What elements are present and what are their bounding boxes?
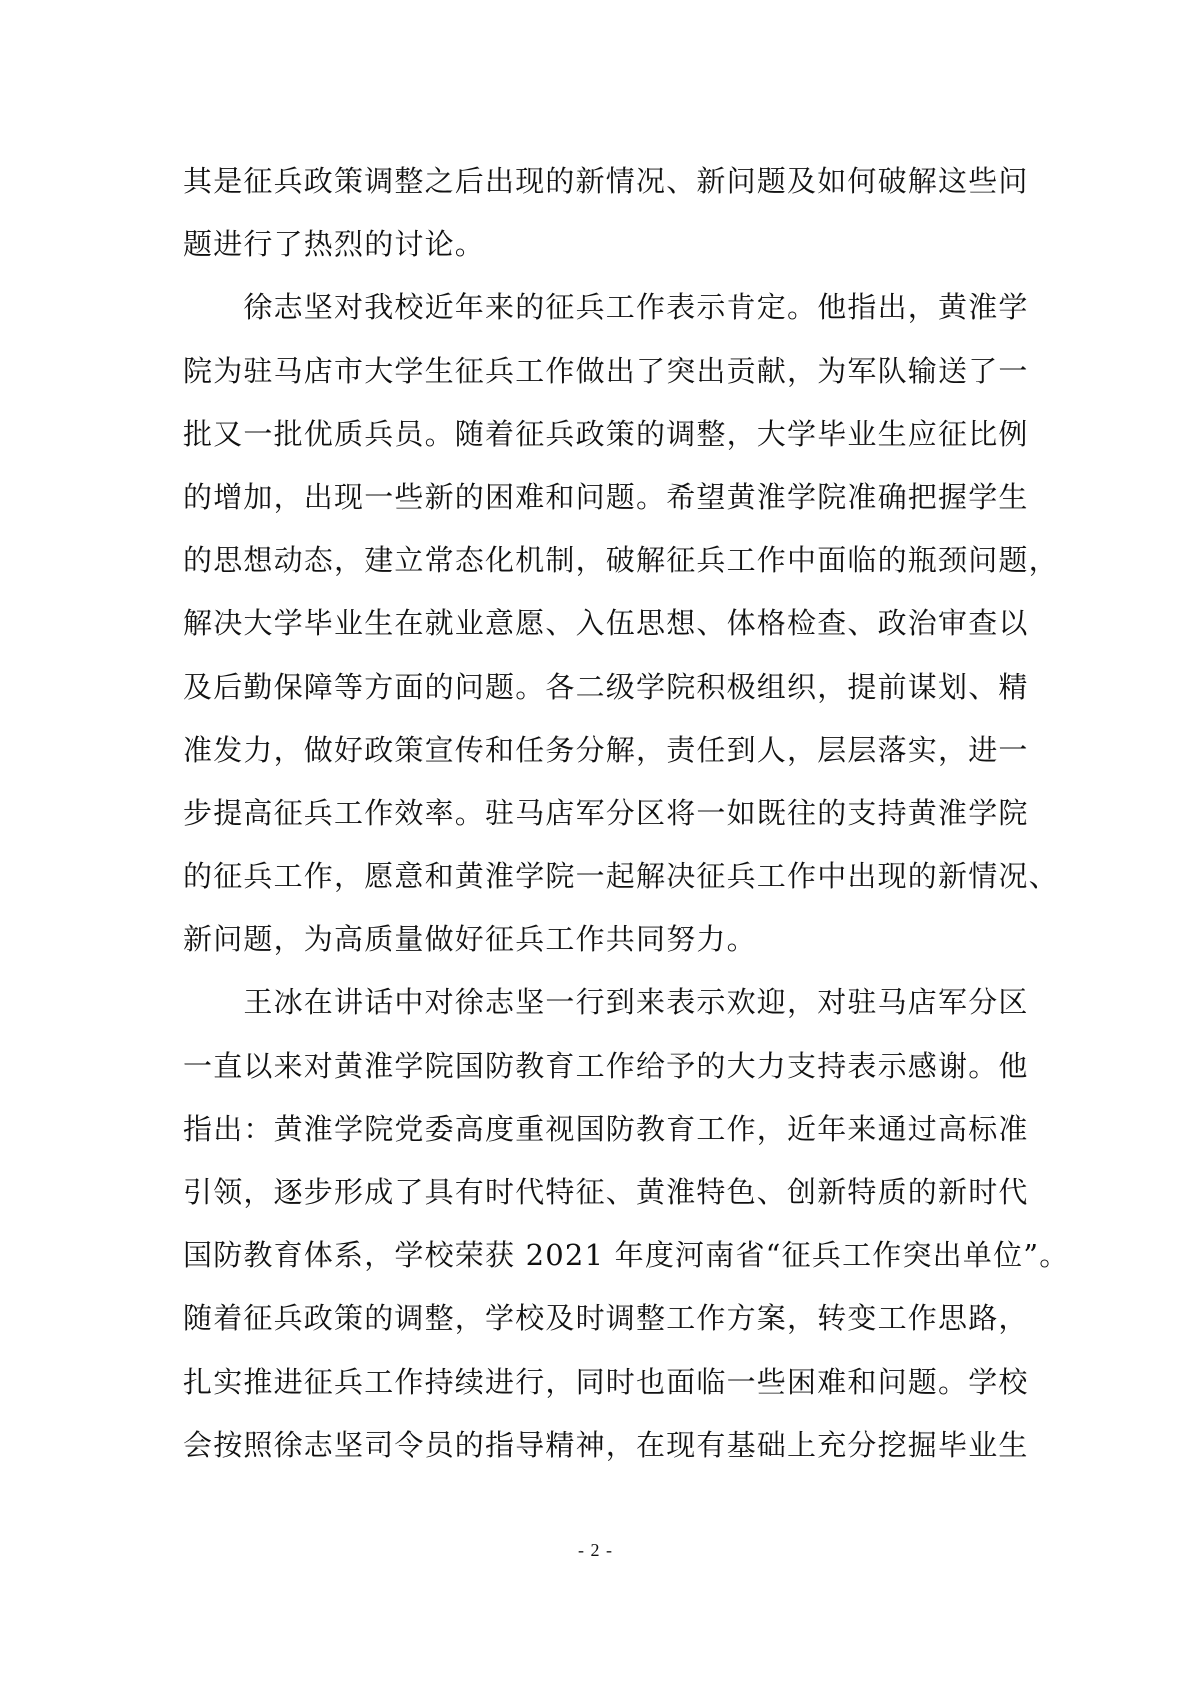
text-line: 的征兵工作，愿意和黄淮学院一起解决征兵工作中出现的新情况、 — [183, 859, 1059, 894]
text-line: 随着征兵政策的调整，学校及时调整工作方案，转变工作思路， — [183, 1301, 1029, 1336]
text-line: 引领，逐步形成了具有时代特征、黄淮特色、创新特质的新时代 — [183, 1175, 1029, 1209]
text-line: 题进行了热烈的讨论。 — [183, 227, 486, 262]
text-line: 扎实推进征兵工作持续进行，同时也面临一些困难和问题。学校 — [183, 1364, 1029, 1399]
text-line: 一直以来对黄淮学院国防教育工作给予的大力支持表示感谢。他 — [183, 1048, 1029, 1083]
text-line: 批又一批优质兵员。随着征兵政策的调整，大学毕业生应征比例 — [183, 416, 1029, 451]
page-number: - 2 - — [578, 1540, 613, 1560]
text-line: 国防教育体系，学校荣获 2021 年度河南省“征兵工作突出单位”。 — [183, 1238, 1070, 1273]
text-line: 步提高征兵工作效率。驻马店军分区将一如既往的支持黄淮学院 — [183, 795, 1029, 830]
text-line: 院为驻马店市大学生征兵工作做出了突出贡献，为军队输送了一 — [183, 353, 1029, 388]
body-text — [183, 150, 1070, 1477]
text-line: 指出：黄淮学院党委高度重视国防教育工作，近年来通过高标准 — [183, 1111, 1029, 1146]
text-line: 新问题，为高质量做好征兵工作共同努力。 — [183, 922, 757, 957]
text-line: 王冰在讲话中对徐志坚一行到来表示欢迎，对驻马店军分区 — [183, 985, 1029, 1020]
text-line: 的思想动态，建立常态化机制，破解征兵工作中面临的瓶颈问题， — [183, 543, 1059, 578]
text-line: 的增加，出现一些新的困难和问题。希望黄淮学院准确把握学生 — [183, 479, 1029, 514]
text-line: 徐志坚对我校近年来的征兵工作表示肯定。他指出，黄淮学 — [183, 290, 1029, 325]
text-line: 其是征兵政策调整之后出现的新情况、新问题及如何破解这些问 — [183, 164, 1029, 198]
text-line: 会按照徐志坚司令员的指导精神，在现有基础上充分挖掘毕业生 — [183, 1427, 1029, 1462]
text-line: 及后勤保障等方面的问题。各二级学院积极组织，提前谋划、精 — [183, 669, 1029, 704]
text-line: 解决大学毕业生在就业意愿、入伍思想、体格检查、政治审查以 — [183, 606, 1029, 641]
text-line: 准发力，做好政策宣传和任务分解，责任到人，层层落实，进一 — [183, 732, 1029, 767]
